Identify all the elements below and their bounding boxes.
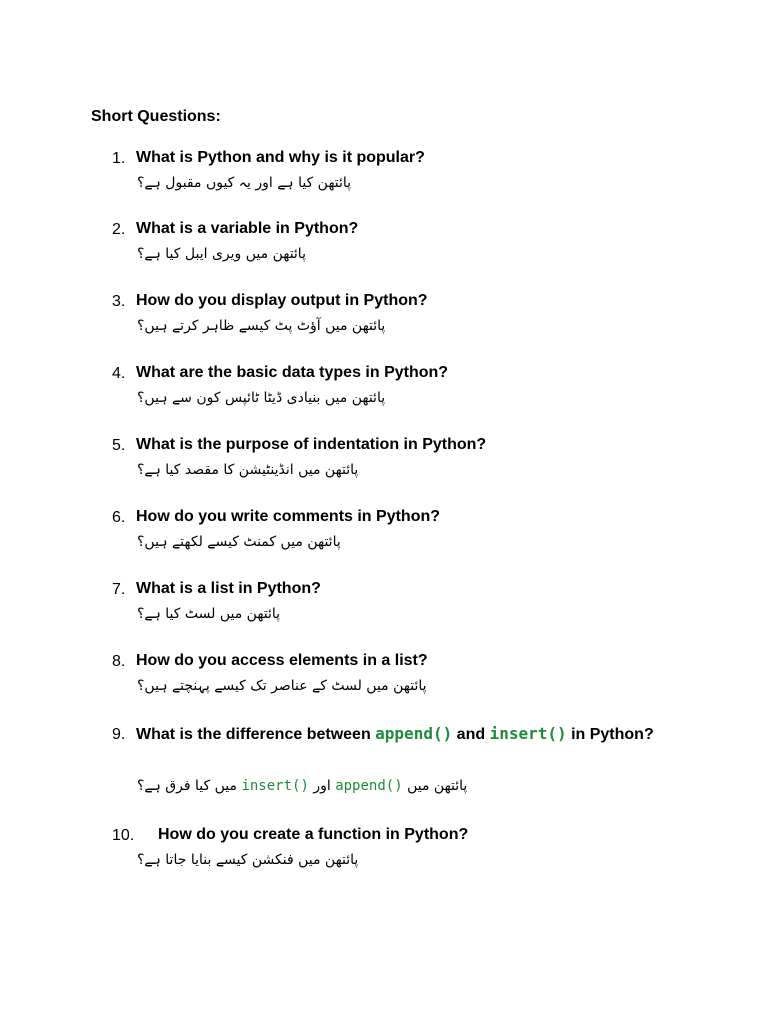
question-urdu: پائتھن میں ویری ایبل کیا ہے؟ bbox=[137, 246, 306, 262]
question-text: How do you write comments in Python? bbox=[136, 508, 441, 525]
question-text: How do you access elements in a list? bbox=[136, 652, 428, 669]
question-urdu: پائتھن میں لسٹ کے عناصر تک کیسے پہنچتے ہیں؟ bbox=[137, 678, 427, 694]
question-urdu: پائتھن میں بنیادی ڈیٹا ٹائپس کون سے ہیں؟ bbox=[137, 390, 386, 406]
question-text: What is a variable in Python? bbox=[136, 220, 359, 237]
question-text-mid: and bbox=[452, 726, 490, 743]
question-number: 1. bbox=[112, 150, 126, 167]
urdu-mid: اور bbox=[308, 778, 336, 794]
question-urdu: پائتھن میں انڈینٹیشن کا مقصد کیا ہے؟ bbox=[137, 462, 359, 478]
section-heading: Short Questions: bbox=[91, 108, 221, 125]
question-number: 3. bbox=[112, 293, 126, 310]
question-number: 10. bbox=[112, 827, 135, 844]
question-text: What is Python and why is it popular? bbox=[136, 149, 425, 166]
urdu-pre: پائتھن میں bbox=[402, 778, 468, 794]
question-number: 7. bbox=[112, 581, 126, 598]
question-number: 2. bbox=[112, 221, 126, 238]
question-number: 5. bbox=[112, 437, 126, 454]
question-text: What are the basic data types in Python? bbox=[136, 364, 449, 381]
question-urdu bbox=[137, 776, 467, 796]
urdu-post: میں کیا فرق ہے؟ bbox=[137, 778, 242, 794]
question-number: 8. bbox=[112, 653, 126, 670]
urdu-code-append: append() bbox=[335, 778, 403, 794]
question-text: What is a list in Python? bbox=[136, 580, 321, 597]
question-text bbox=[136, 721, 656, 748]
question-text: What is the purpose of indentation in Python? bbox=[136, 436, 487, 453]
question-number: 6. bbox=[112, 509, 126, 526]
question-number: 9. bbox=[112, 726, 126, 743]
question-urdu: پائتھن میں فنکشن کیسے بنایا جاتا ہے؟ bbox=[137, 852, 359, 868]
code-insert: insert() bbox=[489, 724, 567, 743]
question-urdu: پائتھن کیا ہے اور یہ کیوں مقبول ہے؟ bbox=[137, 175, 352, 191]
question-number: 4. bbox=[112, 365, 126, 382]
question-text-pre: What is the difference between bbox=[136, 726, 376, 743]
question-text: How do you create a function in Python? bbox=[158, 826, 469, 843]
code-append: append() bbox=[375, 724, 453, 743]
question-text: How do you display output in Python? bbox=[136, 292, 428, 309]
question-text-post: in Python? bbox=[566, 726, 654, 743]
question-urdu: پائتھن میں لسٹ کیا ہے؟ bbox=[137, 606, 281, 622]
question-urdu: پائتھن میں آؤٹ پٹ کیسے ظاہر کرتے ہیں؟ bbox=[137, 318, 386, 334]
urdu-code-insert: insert() bbox=[241, 778, 309, 794]
question-urdu: پائتھن میں کمنٹ کیسے لکھتے ہیں؟ bbox=[137, 534, 341, 550]
